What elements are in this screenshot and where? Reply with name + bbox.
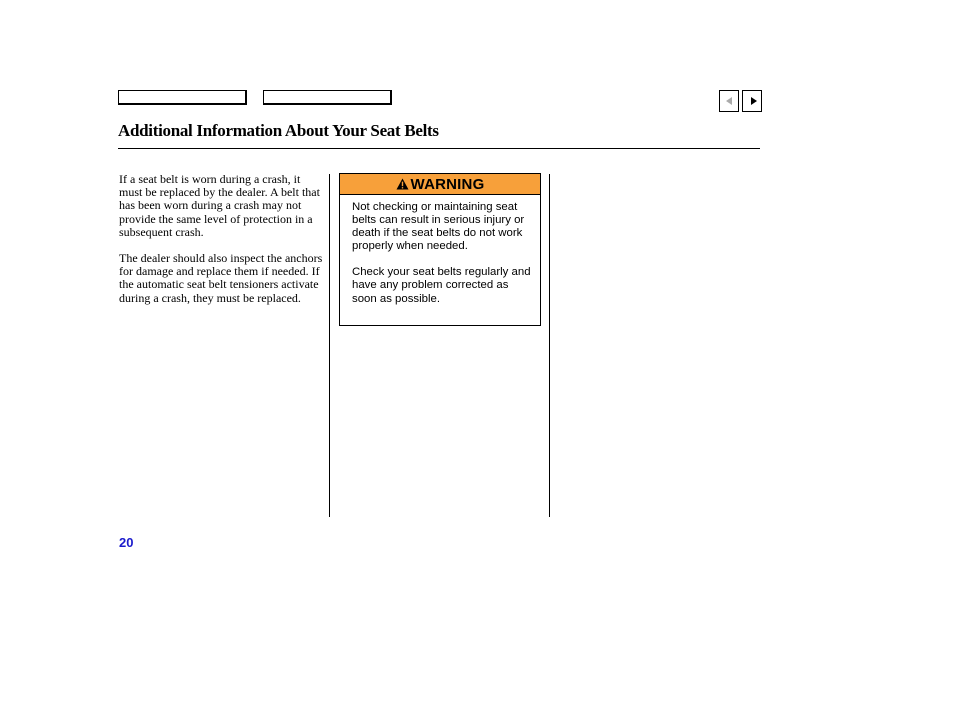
warning-box — [339, 173, 541, 326]
warning-label: WARNING — [410, 175, 485, 193]
triangle-right-icon — [751, 97, 757, 105]
body-paragraph: The dealer should also inspect the anchors for damage and replace them if needed. If the automatic seat belt tensioners activate during a crash, they must be replaced. — [119, 251, 323, 305]
triangle-left-icon — [726, 97, 732, 105]
main-menu-button[interactable] — [118, 90, 247, 105]
column-divider — [549, 174, 550, 517]
body-text — [119, 173, 324, 318]
warning-triangle-icon — [396, 178, 409, 190]
page-title: Additional Information About Your Seat Belts — [118, 121, 439, 140]
previous-page-button[interactable] — [719, 90, 739, 112]
warning-paragraph: Check your seat belts regularly and have any problem corrected as soon as possible. — [352, 266, 531, 305]
body-paragraph: If a seat belt is worn during a crash, it must be replaced by the dealer. A belt that has been worn during a crash may not provide the same level of protection in a subsequent crash. — [119, 172, 320, 239]
title-divider — [118, 148, 760, 149]
warning-header — [340, 174, 540, 195]
page-number: 20 — [119, 535, 134, 550]
warning-paragraph: Not checking or maintaining seat belts can result in serious injury or death if the seat belts do not work properly when needed. — [352, 201, 525, 253]
next-page-button[interactable] — [742, 90, 762, 112]
warning-body — [340, 195, 540, 306]
column-divider — [329, 174, 330, 517]
index-button[interactable] — [263, 90, 392, 105]
